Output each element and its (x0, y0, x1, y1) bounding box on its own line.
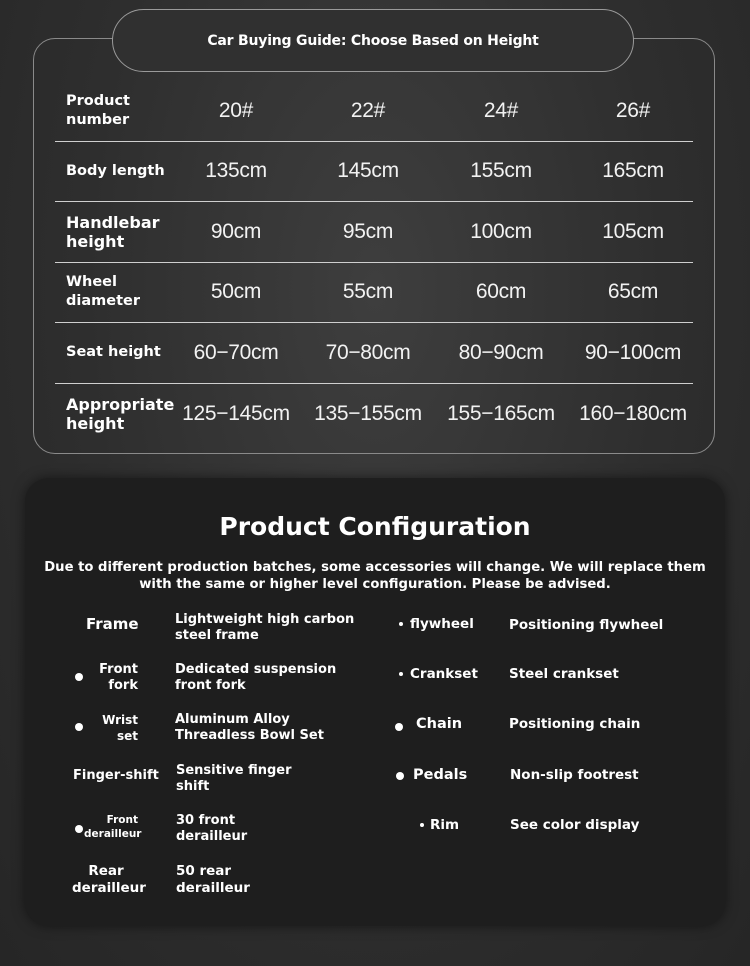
table-cell: 135−155cm (314, 401, 422, 425)
bullet-icon (75, 673, 83, 681)
table-row (55, 263, 693, 324)
table-cell: 90−100cm (584, 340, 682, 364)
bullet-icon (396, 772, 404, 780)
table-cell: 155cm (470, 159, 532, 183)
table-cell: 155−165cm (447, 401, 555, 425)
bullet-icon (399, 622, 403, 626)
table-cell: 160−180cm (579, 401, 687, 425)
bullet-icon (395, 723, 403, 731)
row-label: Handlebar height (66, 212, 160, 251)
table-cell: 24# (483, 98, 519, 122)
config-key-frame: Frame (86, 615, 139, 633)
table-row (55, 142, 693, 203)
row-label: Wheel diameter (66, 274, 140, 310)
bullet-icon (420, 823, 424, 827)
config-key-flywheel: flywheel (410, 616, 474, 632)
table-cell: 135cm (205, 159, 267, 183)
config-title: Product Configuration (219, 512, 531, 541)
table-cell: 50cm (210, 280, 262, 304)
table-row (55, 384, 693, 445)
table-cell: 125−145cm (182, 401, 290, 425)
table-cell: 20# (218, 98, 254, 122)
config-key-front-derailleur: Front derailleur (84, 814, 142, 840)
config-key-chain: Chain (416, 716, 463, 732)
table-cell: 105cm (602, 219, 664, 243)
config-value-front-fork: Dedicated suspension front fork (175, 662, 337, 693)
table-cell: 95cm (342, 219, 394, 243)
guide-title: Car Buying Guide: Choose Based on Height (112, 9, 634, 72)
config-key-pedals: Pedals (413, 767, 468, 783)
bullet-icon (75, 825, 83, 833)
config-value-rim: See color display (510, 817, 640, 833)
config-key-rear-derailleur: Rear derailleur (72, 863, 146, 896)
table-cell: 100cm (470, 219, 532, 243)
config-value-crankset: Steel crankset (509, 666, 619, 682)
config-key-front-fork: Front fork (99, 662, 138, 693)
config-key-rim: Rim (430, 817, 460, 833)
config-value-wrist-set: Aluminum Alloy Threadless Bowl Set (175, 712, 324, 743)
config-value-rear-derailleur: 50 rear derailleur (176, 863, 250, 896)
table-cell: 90cm (210, 219, 262, 243)
config-value-chain: Positioning chain (509, 716, 641, 732)
config-panel (25, 478, 725, 926)
bullet-icon (399, 672, 403, 676)
table-cell: 165cm (602, 159, 664, 183)
table-cell: 145cm (337, 159, 399, 183)
table-cell: 65cm (607, 280, 659, 304)
config-key-finger-shift: Finger-shift (73, 768, 159, 783)
size-table (55, 81, 693, 444)
config-note: Due to different production batches, some accessories will change. We will replace them with the same or higher level configuration. Please be advised. (44, 560, 706, 592)
config-value-pedals: Non-slip footrest (510, 767, 639, 783)
table-row (55, 81, 693, 142)
table-cell: 70−80cm (325, 340, 411, 364)
table-cell: 80−90cm (458, 340, 544, 364)
table-cell: 60−70cm (193, 340, 279, 364)
config-key-crankset: Crankset (410, 666, 478, 682)
config-value-flywheel: Positioning flywheel (509, 617, 664, 633)
row-label: Product number (66, 92, 130, 128)
table-cell: 22# (350, 98, 386, 122)
row-label: Seat height (66, 344, 161, 361)
bullet-icon (75, 723, 83, 731)
config-value-front-derailleur: 30 front derailleur (176, 813, 248, 844)
row-label: Appropriate height (66, 394, 175, 433)
table-row (55, 323, 693, 384)
config-value-finger-shift: Sensitive finger shift (176, 763, 292, 794)
row-label: Body length (66, 162, 165, 179)
table-cell: 26# (615, 98, 651, 122)
table-row (55, 202, 693, 263)
table-cell: 55cm (342, 280, 394, 304)
config-value-frame: Lightweight high carbon steel frame (175, 612, 355, 643)
config-key-wrist-set: Wrist set (102, 713, 138, 743)
table-cell: 60cm (475, 280, 527, 304)
